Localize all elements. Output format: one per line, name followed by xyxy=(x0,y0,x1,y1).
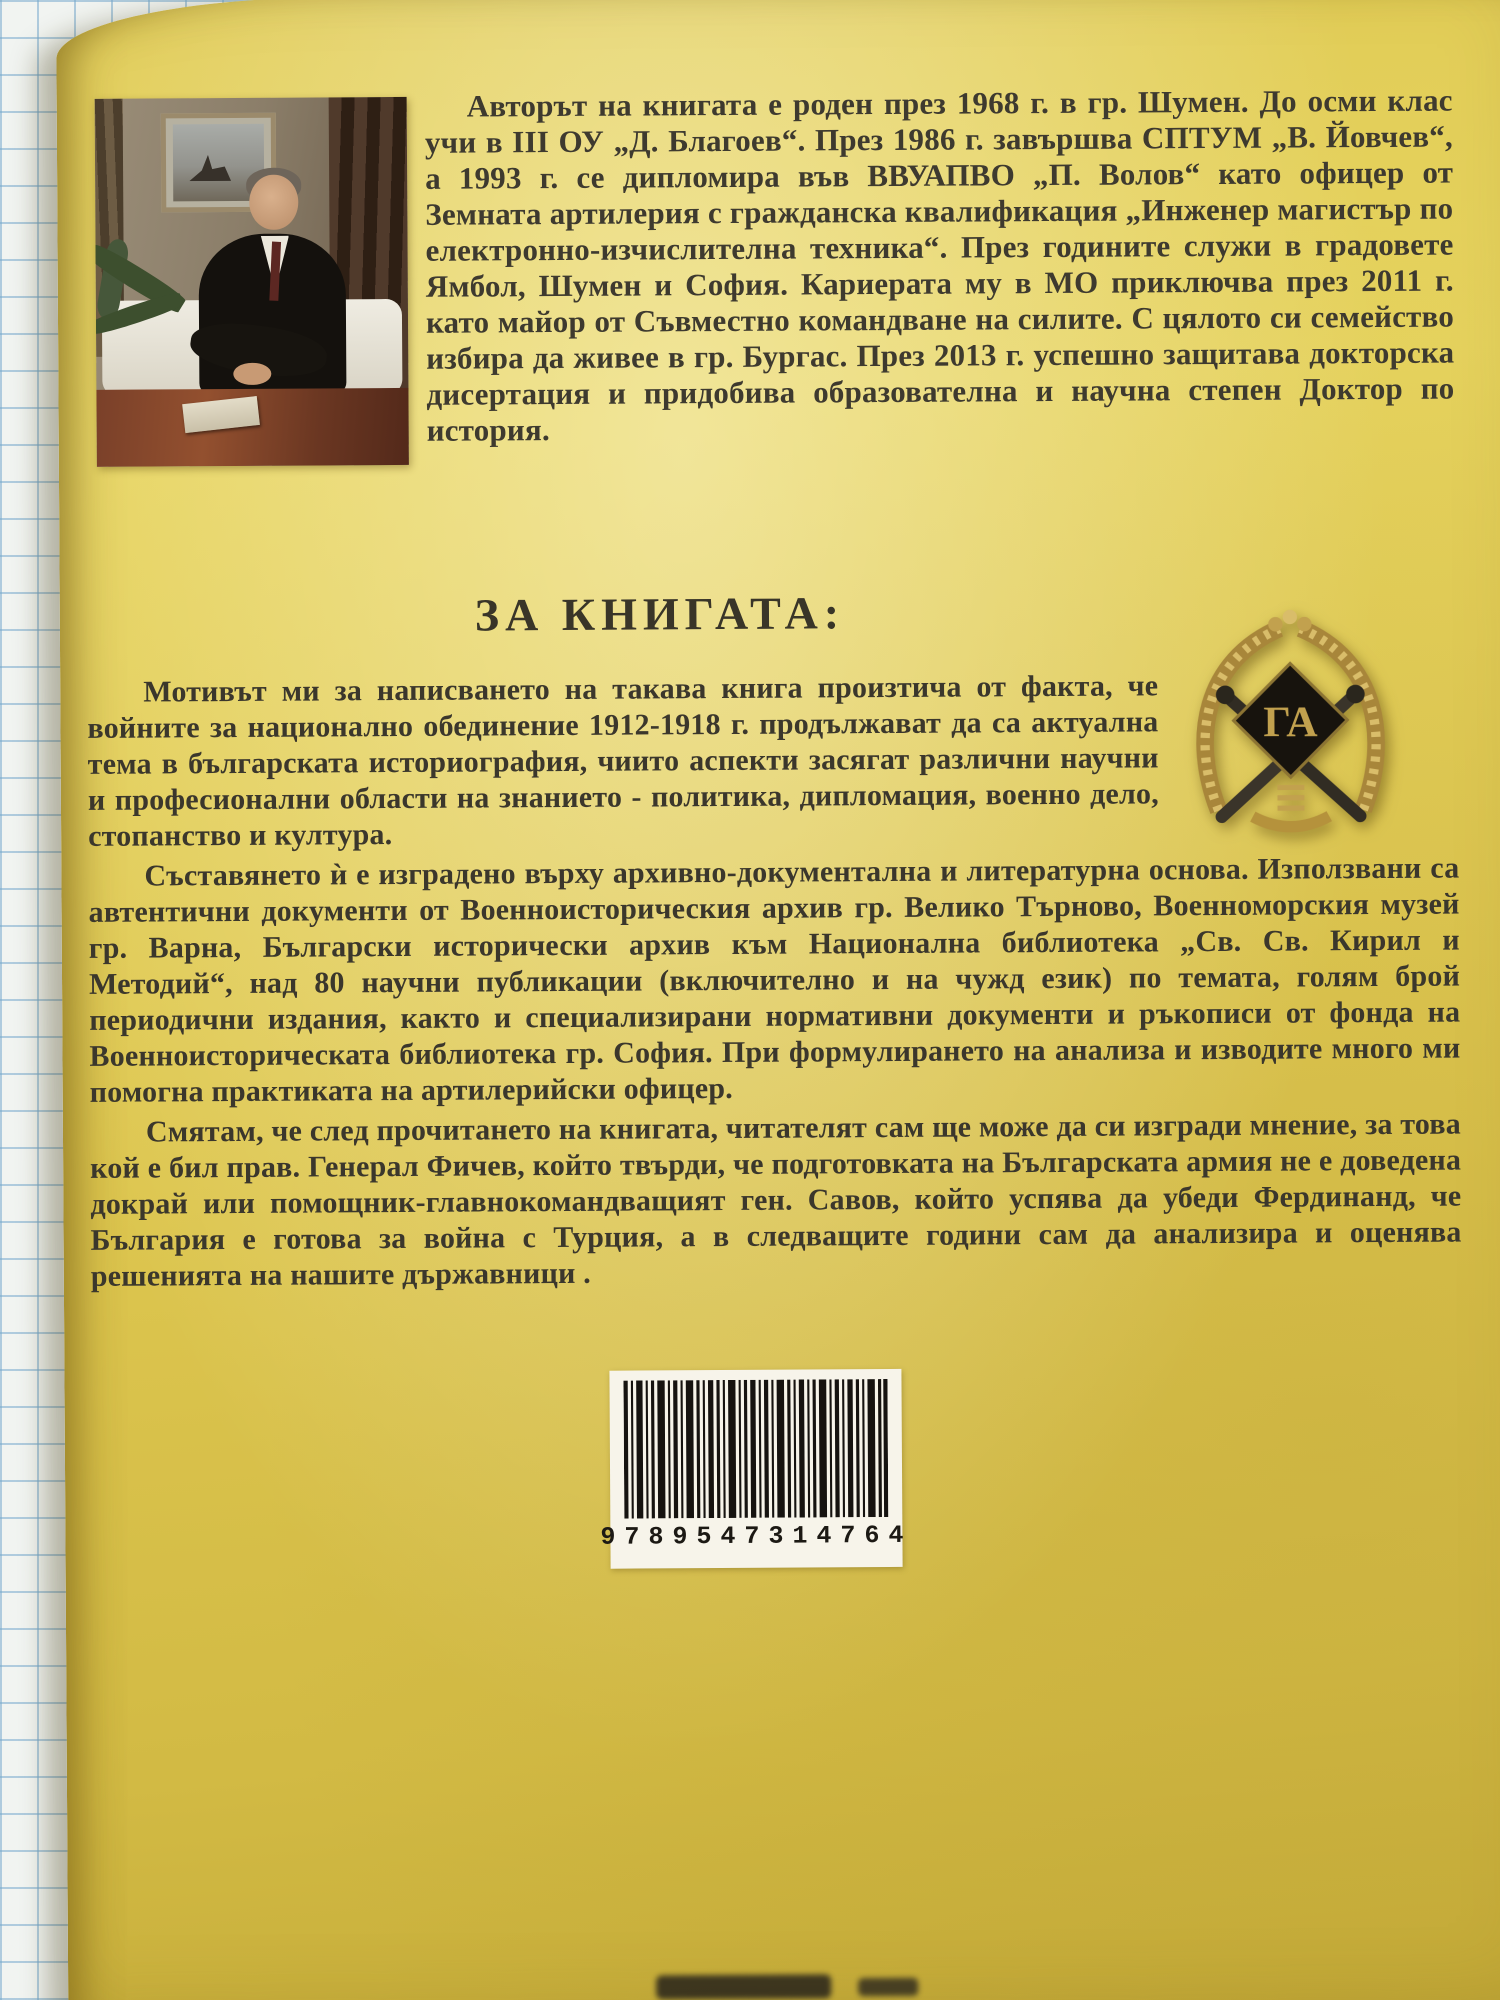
photo-person-head xyxy=(250,175,299,230)
photo-person-hands xyxy=(234,363,272,385)
paragraph-sources: Съставянето ѝ е изградено върху архивно-документална и литературна основа. Използвани са автентични документи от Военноисторическия архив гр. Велико Търново, Военноморския музей гр. Варна, Български исторически архив към Национална библиотека „Св. Св. Кирил и Методий“, над 80 научни публикации (включително и на чужд език) по темата, голям брой периодични издания, както и специализирани нормативни документи и ръкописи от фонда на Военноисторическата библиотека гр. София. При формулирането на анализа и изводите много ми помогна практиката на артилерийски офицер. xyxy=(88,851,1461,1109)
barcode-number: 9789547314764 xyxy=(600,1520,913,1552)
book-back-cover xyxy=(56,0,1500,2000)
badge-crown xyxy=(1268,610,1312,632)
author-photo xyxy=(95,97,409,467)
about-the-book-text xyxy=(87,667,1462,1299)
barcode-bars xyxy=(623,1379,888,1519)
price-text-cutoff xyxy=(656,1974,831,1999)
badge-monogram: ГА xyxy=(1263,697,1318,746)
price-text-cutoff xyxy=(858,1978,918,1996)
paragraph-conclusion: Смятам, че след прочитането на книгата, читателят сам ще може да си изгради мнение, за това кой е бил прав. Генерал Фичев, който твърди, че подготовката на Българската армия не е доведена докрай или помощник-главнокомандващият ген. Савов, който успява да убеди Фердинанд, че България е готова за война с Турция, а в следващите години сам да анализира и оценява решенията на нашите държавници . xyxy=(90,1107,1462,1293)
author-bio: Авторът на книгата е роден през 1968 г. в гр. Шумен. До осми клас учи в III ОУ „Д. Благоев“. През 1986 г. завършва СПТУМ „В. Йовчев“, а 1993 г. се дипломира във ВВУАПВО „П. Волов“ като офицер от Земната артилерия с гражданска квалификация „Инженер магистър по електронно-изчислителна техника“. През годините служи в градовете Ямбол, Шумен и София. Кариерата му в МО приключва през 2011 г. като майор от Съвместно командване на силите. С цялото си семейство избира да живее в гр. Бургас. През 2013 г. успешно защитава докторска дисертация и придобива образователна и научна степен Доктор по история. xyxy=(424,82,1455,448)
about-the-book-heading: ЗА КНИГАТА: xyxy=(474,587,846,641)
paragraph-motivation: Мотивът ми за написването на такава книга произтича от факта, че войните за национално обединение 1912-1918 г. продължават да са актуална тема в българската историография, чиито аспекти засягат различни научни и професионални области на знанието - политика, дипломация, военно дело, стопанство и култура. xyxy=(87,669,1160,853)
barcode-bars-icon xyxy=(623,1379,888,1519)
barcode xyxy=(600,1369,913,1569)
painting-boat xyxy=(189,155,231,181)
